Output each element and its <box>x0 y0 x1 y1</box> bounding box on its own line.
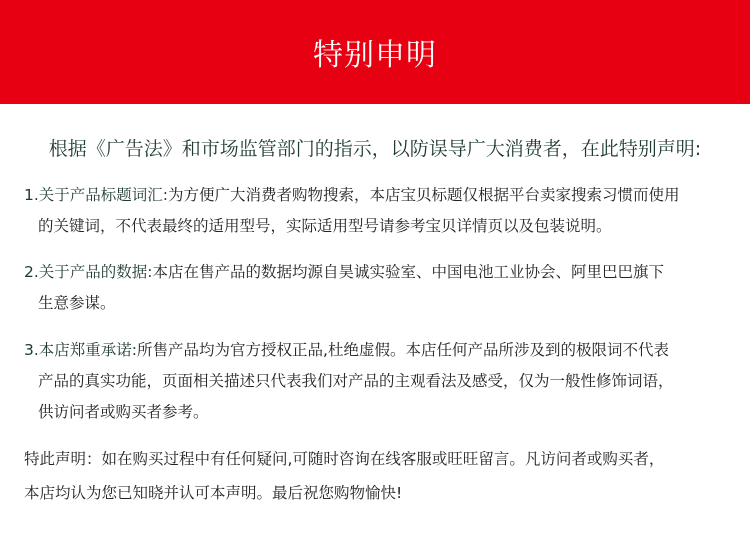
intro-statement: 根据《广告法》和市场监管部门的指示，以防误导广大消费者，在此特别声明: <box>48 138 702 160</box>
notice-item-line <box>24 257 734 288</box>
header-banner <box>0 0 750 104</box>
item-heading: 关于产品的数据: <box>38 263 153 281</box>
closing-statement-line: 特此声明：如在购买过程中有任何疑问,可随时咨询在线客服或旺旺留言。凡访问者或购买者， <box>24 450 665 468</box>
notice-item-title-words <box>24 180 734 242</box>
item-text: 产品的真实功能，页面相关描述只代表我们对产品的主观看法及感受，仅为一般性修饰词语， <box>38 372 674 390</box>
item-number: 3. <box>24 341 39 359</box>
item-text: 为方便广大消费者购物搜索，本店宝贝标题仅根据平台卖家搜索习惯而使用 <box>168 186 680 204</box>
item-heading: 关于产品标题词汇: <box>38 186 169 204</box>
item-text: 本店在售产品的数据均源自昊诚实验室、中国电池工业协会、阿里巴巴旗下 <box>152 263 665 281</box>
item-heading: 本店郑重承诺: <box>38 341 138 359</box>
item-text: 生意参谋。 <box>38 294 116 312</box>
item-text: 的关键词，不代表最终的适用型号，实际适用型号请参考宝贝详情页以及包装说明。 <box>38 217 612 235</box>
page-title: 特别申明 <box>313 38 437 73</box>
item-text: 供访问者或购买者参考。 <box>38 403 209 421</box>
notice-item-product-data <box>24 257 734 319</box>
notice-item-store-promise <box>24 335 734 428</box>
item-text: 所售产品均为官方授权正品,杜绝虚假。本店任何产品所涉及到的极限词不代表 <box>137 341 669 359</box>
notice-item-line <box>24 180 734 211</box>
item-number: 1. <box>24 186 39 204</box>
notice-item-line <box>24 335 734 366</box>
item-number: 2. <box>24 263 39 281</box>
closing-statement-line: 本店均认为您已知晓并认可本声明。最后祝您购物愉快! <box>24 484 403 502</box>
